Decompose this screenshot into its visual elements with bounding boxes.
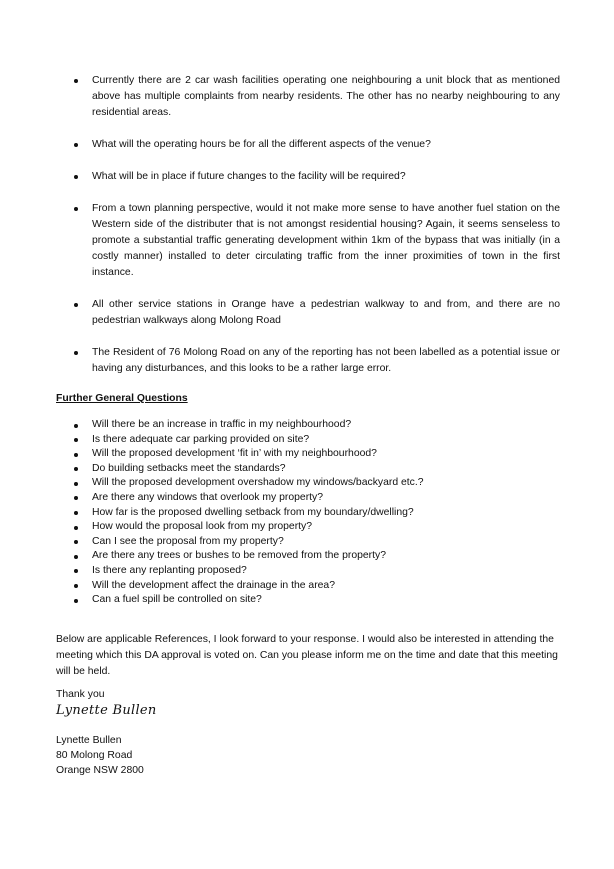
address-line-1: 80 Molong Road — [56, 750, 133, 761]
closing-paragraph: Below are applicable References, I look forward to your response. I would also be interested in attending the meeting which this DA approval is voted on. Can you please inform me on the time and date that this meeting will be held. — [56, 634, 558, 677]
list-item: Are there any windows that overlook my property? — [56, 491, 560, 506]
sender-name: Lynette Bullen — [56, 735, 122, 746]
main-points-list — [56, 73, 560, 393]
further-questions-heading: Further General Questions — [56, 393, 188, 404]
thank-you: Thank you — [56, 689, 105, 700]
further-questions-list — [56, 418, 560, 608]
list-item: What will be in place if future changes to the facility will be required? — [56, 169, 560, 185]
list-item: Is there any replanting proposed? — [56, 564, 560, 579]
list-item: How far is the proposed dwelling setback from my boundary/dwelling? — [56, 506, 560, 521]
list-item: Are there any trees or bushes to be removed from the property? — [56, 549, 560, 564]
list-item: How would the proposal look from my property? — [56, 520, 560, 535]
list-item: Will there be an increase in traffic in my neighbourhood? — [56, 418, 560, 433]
list-item: Can I see the proposal from my property? — [56, 535, 560, 550]
list-item: From a town planning perspective, would it not make more sense to have another fuel station on the Western side of the distributer that is not amongst residential housing? Again, it seems senseless to promote a substantial traffic generating development within 1km of the bypass that was initially (in a costly manner) installed to deter circulating traffic from the inner proximities of town in the first instance. — [56, 201, 560, 281]
list-item: What will the operating hours be for all the different aspects of the venue? — [56, 137, 560, 153]
list-item: Can a fuel spill be controlled on site? — [56, 593, 560, 608]
list-item: Will the proposed development ‘fit in’ with my neighbourhood? — [56, 447, 560, 462]
list-item: Is there adequate car parking provided on site? — [56, 433, 560, 448]
list-item: All other service stations in Orange have a pedestrian walkway to and from, and there are no pedestrian walkways along Molong Road — [56, 297, 560, 329]
list-item: The Resident of 76 Molong Road on any of the reporting has not been labelled as a potential issue or having any disturbances, and this looks to be a rather large error. — [56, 345, 560, 377]
list-item: Do building setbacks meet the standards? — [56, 462, 560, 477]
list-item: Currently there are 2 car wash facilities operating one neighbouring a unit block that as mentioned above has multiple complaints from nearby residents. The other has no nearby neighbouring to any residential areas. — [56, 73, 560, 121]
list-item: Will the development affect the drainage in the area? — [56, 579, 560, 594]
sender-address — [56, 733, 144, 778]
list-item: Will the proposed development overshadow my windows/backyard etc.? — [56, 476, 560, 491]
address-line-2: Orange NSW 2800 — [56, 765, 144, 776]
signature: Lynette Bullen — [56, 703, 157, 718]
